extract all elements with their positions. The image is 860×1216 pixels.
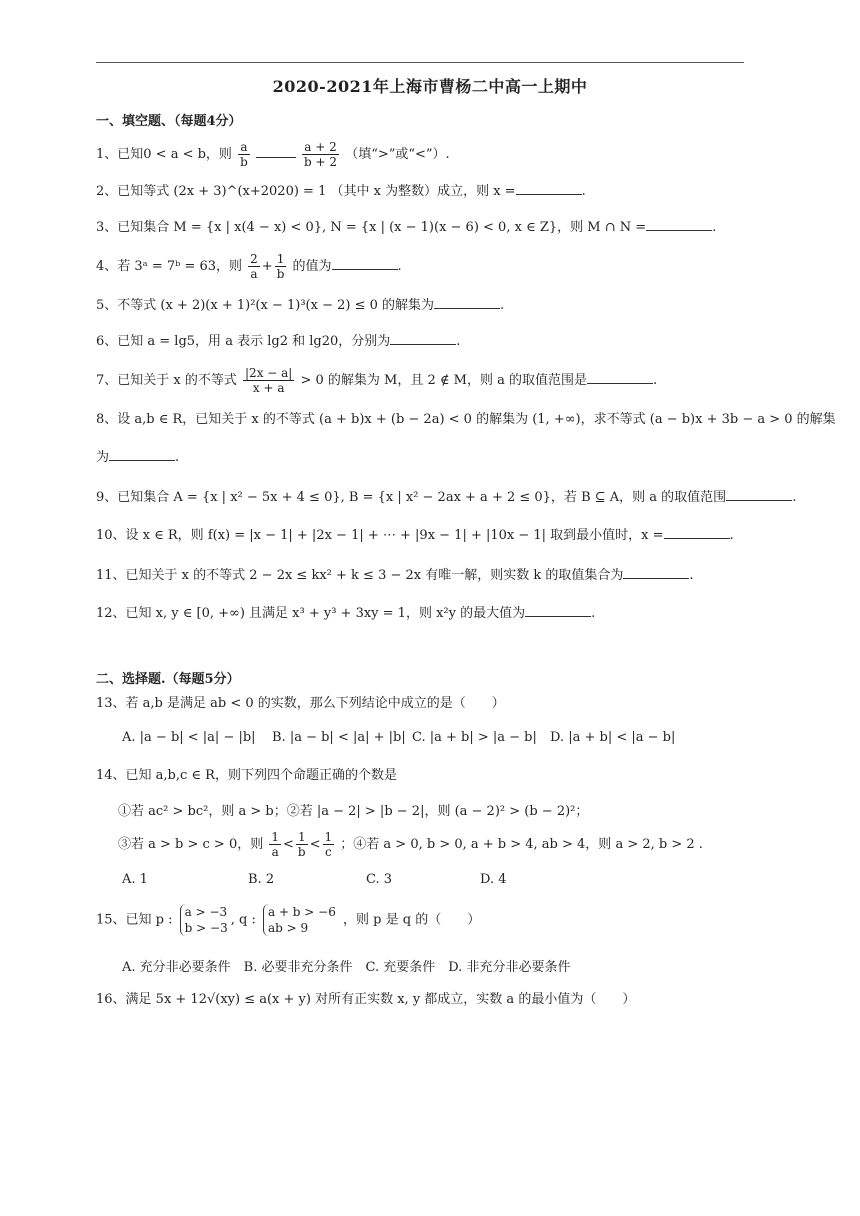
question-4: 4、若 3ᵃ = 7ᵇ = 63，则 $\frac{2}{a}$ + $\frac{1}{b}$ 的值为 . <box>96 252 402 281</box>
answer-blank[interactable] <box>525 604 591 617</box>
answer-blank[interactable] <box>332 257 398 270</box>
question-10: 10、设 x ∈ R，则 f(x) = |x − 1| + |2x − 1| + ⋯ + |9x − 1| + |10x − 1| 取到最小值时，x = . <box>96 528 734 543</box>
question-14: 14、已知 a,b,c ∈ R，则下列四个命题正确的个数是 <box>96 768 397 783</box>
answer-blank[interactable] <box>726 488 792 501</box>
q14-option-a[interactable]: A. 1 <box>122 872 148 887</box>
answer-blank[interactable] <box>587 371 653 384</box>
answer-blank[interactable] <box>516 182 582 195</box>
q4-fraction-2: $\frac{1}{b}$ <box>276 252 285 281</box>
question-15: 15、已知 p : a > −3 b > −3, q : a + b > −6 ab > 9 ，则 p 是 q 的（ ） <box>96 905 481 935</box>
question-6: 6、已知 a = lg5，用 a 表示 lg2 和 lg20，分别为 . <box>96 334 461 349</box>
answer-blank[interactable] <box>646 218 712 231</box>
answer-blank[interactable] <box>434 296 500 309</box>
q1-hint: （填“>”或“<”）. <box>345 147 450 162</box>
answer-blank[interactable] <box>256 145 296 158</box>
header-rule <box>96 62 744 63</box>
question-2: 2、已知等式 (2x + 3)^(x+2020) = 1 （其中 x 为整数）成立，则 x = . <box>96 184 586 199</box>
answer-blank[interactable] <box>623 566 689 579</box>
question-8: 8、设 a,b ∈ R，已知关于 x 的不等式 (a + b)x + (b − 2a) < 0 的解集为 (1, +∞)，求不等式 (a − b)x + 3b − a > 0 的解集 <box>96 412 836 427</box>
q-condition-brace: a + b > −6 ab > 9 <box>263 904 336 936</box>
q13-option-b[interactable]: B. |a − b| < |a| + |b| <box>272 730 406 745</box>
q13-option-d[interactable]: D. |a + b| < |a − b| <box>550 730 676 745</box>
question-11: 11、已知关于 x 的不等式 2 − 2x ≤ kx² + k ≤ 3 − 2x 有唯一解，则实数 k 的取值集合为 . <box>96 568 694 583</box>
q14-statements-1: ①若 ac² > bc²，则 a > b；②若 |a − 2| > |b − 2|，则 (a − 2)² > (b − 2)²； <box>118 804 589 819</box>
question-5: 5、不等式 (x + 2)(x + 1)²(x − 1)³(x − 2) ≤ 0 的解集为 . <box>96 298 505 313</box>
answer-blank[interactable] <box>390 332 456 345</box>
exam-title: 2020-2021年上海市曹杨二中高一上期中 <box>272 77 588 96</box>
question-9: 9、已知集合 A = {x | x² − 5x + 4 ≤ 0}, B = {x | x² − 2ax + a + 2 ≤ 0}，若 B ⊆ A，则 a 的取值范围 . <box>96 490 797 505</box>
q1-fraction-2: $\frac{a + 2}{b + 2}$ <box>304 140 338 169</box>
q14-statements-2: ③若 a > b > c > 0，则 $\frac{1}{a}$ < $\frac{1}{b}$ < $\frac{1}{c}$ ；④若 a > 0, b > 0, a + b > 4, ab > 4，则 a > 2, b > 2 . <box>118 830 703 859</box>
question-1 <box>96 140 756 169</box>
section-fill-in: 一、填空题、（每题4分） <box>96 114 242 129</box>
q13-option-a[interactable]: A. |a − b| < |a| − |b| <box>122 730 256 745</box>
q4-fraction-1: $\frac{2}{a}$ <box>250 252 258 281</box>
question-3: 3、已知集合 M = {x | x(4 − x) < 0}, N = {x | (x − 1)(x − 6) < 0, x ∈ Z}，则 M ∩ N = . <box>96 220 717 235</box>
q1-fraction-1: $\frac{a}{b}$ <box>240 140 248 169</box>
question-12: 12、已知 x, y ∈ [0, +∞) 且满足 x³ + y³ + 3xy = 1，则 x²y 的最大值为 . <box>96 606 596 621</box>
question-7: 7、已知关于 x 的不等式 $\frac{|2x - a|}{x + a}$ > 0 的解集为 M，且 2 ∉ M，则 a 的取值范围是 . <box>96 366 658 395</box>
q7-fraction: $\frac{|2x - a|}{x + a}$ <box>245 366 293 395</box>
question-16: 16、满足 5x + 12√(xy) ≤ a(x + y) 对所有正实数 x, y 都成立，实数 a 的最小值为（ ） <box>96 992 636 1007</box>
q1-text: 1、已知0 < a < b，则 <box>96 147 232 162</box>
question-13: 13、若 a,b 是满足 ab < 0 的实数，那么下列结论中成立的是（ ） <box>96 696 505 711</box>
q14-option-b[interactable]: B. 2 <box>248 872 275 887</box>
answer-blank[interactable] <box>664 526 730 539</box>
section-multiple-choice: 二、选择题.（每题5分） <box>96 672 240 687</box>
question-8-cont: 为 . <box>96 450 180 465</box>
q14-option-d[interactable]: D. 4 <box>480 872 507 887</box>
p-condition-brace: a > −3 b > −3 <box>180 904 228 936</box>
q15-options[interactable]: A. 充分非必要条件 B. 必要非充分条件 C. 充要条件 D. 非充分非必要条件 <box>122 960 571 975</box>
answer-blank[interactable] <box>109 448 175 461</box>
q14-option-c[interactable]: C. 3 <box>366 872 393 887</box>
q13-option-c[interactable]: C. |a + b| > |a − b| <box>412 730 537 745</box>
